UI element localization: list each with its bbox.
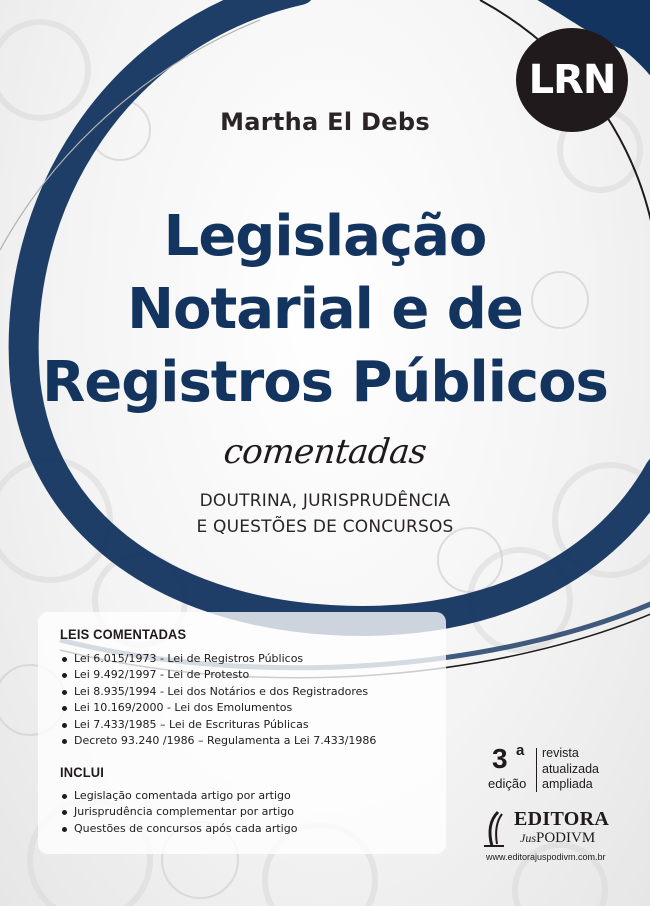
quill-icon (480, 810, 508, 850)
list-item: Lei 8.935/1994 - Lei dos Notários e dos Registradores (60, 684, 376, 700)
edition-notes (542, 746, 599, 793)
edition-note: ampliada (542, 777, 593, 791)
title-line: Registros Públicos (42, 350, 608, 415)
includes-heading: INCLUI (60, 764, 105, 780)
laws-heading: LEIS COMENTADAS (60, 626, 187, 642)
book-title (0, 200, 650, 419)
publisher-brand-name: PODIVM (536, 830, 596, 846)
publisher-brand (520, 830, 595, 847)
includes-list (60, 788, 297, 837)
list-item: Jurisprudência complementar por artigo (60, 804, 297, 820)
edition-word: edição (488, 776, 527, 791)
list-item: Lei 9.492/1997 - Lei de Protesto (60, 667, 376, 683)
title-line: Notarial e de (127, 277, 523, 342)
list-item: Questões de concursos após cada artigo (60, 821, 297, 837)
edition-ordinal: a (516, 742, 525, 759)
list-item: Lei 7.433/1985 – Lei de Escrituras Públicas (60, 717, 376, 733)
subtitle (0, 488, 650, 540)
list-item: Decreto 93.240 /1986 – Regulamenta a Lei 7.433/1986 (60, 733, 376, 749)
publisher-name: EDITORA (514, 808, 610, 830)
title-script-word: comentadas (221, 432, 429, 472)
edition-divider (536, 748, 537, 792)
subtitle-line: DOUTRINA, JURISPRUDÊNCIA (199, 491, 451, 511)
list-item: Lei 6.015/1973 - Lei de Registros Públicos (60, 651, 376, 667)
series-badge: LRN (516, 28, 628, 132)
laws-list (60, 651, 376, 749)
publisher-logo (480, 808, 630, 868)
publisher-prefix: Jus (520, 831, 536, 845)
publisher-url: www.editorajuspodivm.com.br (486, 852, 606, 862)
subtitle-line: E QUESTÕES DE CONCURSOS (196, 517, 454, 537)
title-line: Legislação (163, 204, 487, 269)
edition-info (486, 744, 626, 794)
author-name: Martha El Debs (220, 108, 430, 136)
list-item: Legislação comentada artigo por artigo (60, 788, 297, 804)
edition-note: atualizada (542, 761, 599, 776)
list-item: Lei 10.169/2000 - Lei dos Emolumentos (60, 700, 376, 716)
edition-note: revista (542, 746, 579, 760)
edition-number: 3 (492, 743, 508, 774)
